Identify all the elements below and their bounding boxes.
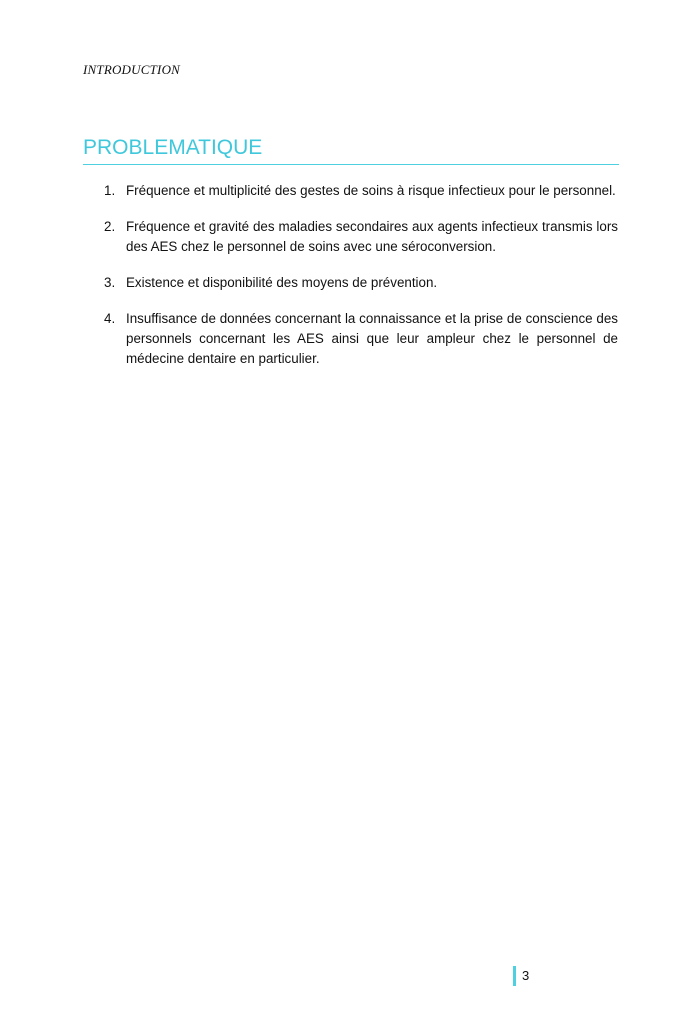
page-number: 3 bbox=[513, 966, 529, 986]
section-title: PROBLEMATIQUE bbox=[83, 134, 619, 165]
list-item-text: Insuffisance de données concernant la connaissance et la prise de conscience des personnels concernant les AES ainsi que leur ampleur chez le personnel de médecine dentaire en particulier. bbox=[126, 311, 618, 366]
list-item-number: 1. bbox=[104, 183, 116, 198]
list-item bbox=[84, 181, 618, 201]
running-header: INTRODUCTION bbox=[83, 62, 181, 77]
list-item-number: 3. bbox=[104, 275, 116, 290]
list-item-text: Existence et disponibilité des moyens de prévention. bbox=[126, 275, 438, 290]
list-item bbox=[84, 273, 618, 293]
list-item bbox=[84, 309, 618, 369]
list-item-number: 4. bbox=[104, 311, 116, 326]
list-item-text: Fréquence et gravité des maladies secondaires aux agents infectieux transmis lors des AES chez le personnel de soins avec une séroconversion. bbox=[126, 219, 618, 254]
list-item bbox=[84, 217, 618, 257]
list-item-text: Fréquence et multiplicité des gestes de soins à risque infectieux pour le personnel. bbox=[126, 183, 616, 198]
list-item-number: 2. bbox=[104, 219, 116, 234]
problem-list bbox=[84, 181, 618, 385]
